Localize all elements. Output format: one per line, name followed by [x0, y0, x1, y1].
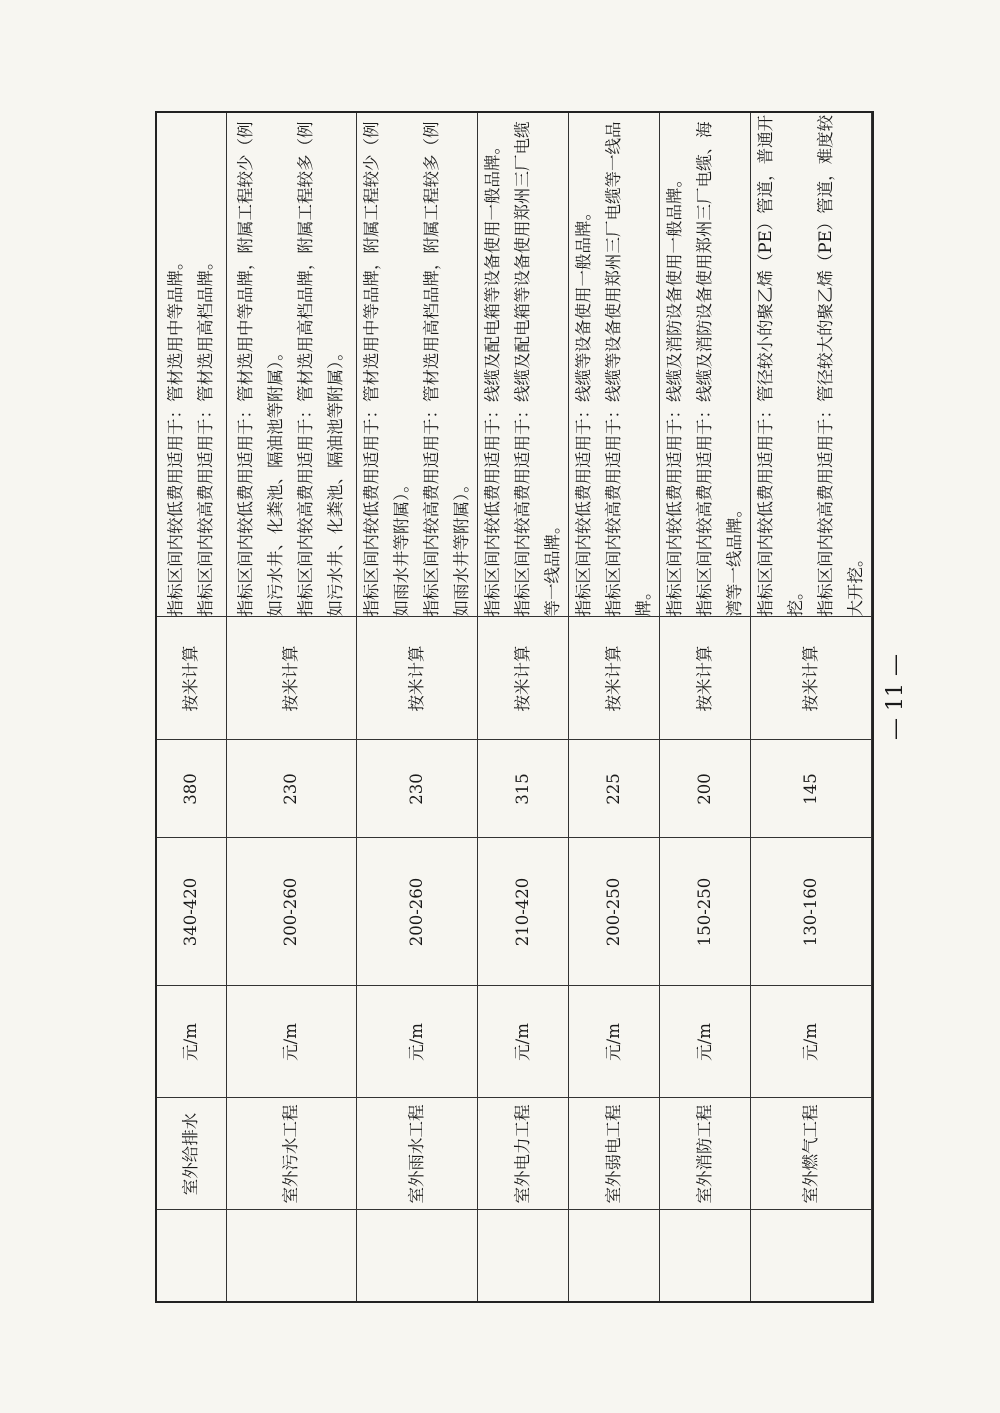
blank-cell — [226, 1210, 356, 1302]
description-cell — [750, 112, 871, 617]
description-line: 指标区间内较高费用适用于：管径较大的聚乙烯（PE）管道，难度较大开挖。 — [815, 114, 865, 617]
value-cell: 200 — [659, 740, 750, 838]
table-body — [156, 112, 873, 1302]
description-cell — [156, 112, 226, 617]
description-line: 指标区间内较高费用适用于：线缆及消防设备使用郑州三厂电缆、海湾等一线品牌。 — [694, 121, 744, 617]
empty-cell — [871, 1098, 873, 1210]
method-cell: 按米计算 — [356, 617, 477, 740]
range-cell: 150-250 — [659, 838, 750, 986]
item-name-cell: 室外燃气工程 — [750, 1098, 871, 1210]
table-row — [356, 112, 477, 1302]
description-cell — [659, 112, 750, 617]
empty-cell — [871, 838, 873, 986]
value-cell: 380 — [156, 740, 226, 838]
value-cell: 145 — [750, 740, 871, 838]
unit-cell: 元/m — [156, 986, 226, 1098]
item-name-cell: 室外污水工程 — [226, 1098, 356, 1210]
value-cell: 225 — [568, 740, 659, 838]
range-cell: 200-260 — [226, 838, 356, 986]
method-cell: 按米计算 — [477, 617, 568, 740]
table-row — [477, 112, 568, 1302]
description-cell — [477, 112, 568, 617]
description-line: 指标区间内较低费用适用于：线缆及消防设备使用一般品牌。 — [664, 171, 684, 617]
value-cell: 230 — [356, 740, 477, 838]
method-cell: 按米计算 — [750, 617, 871, 740]
description-line: 指标区间内较低费用适用于：管径较小的聚乙烯（PE）管道，普通开挖。 — [755, 114, 805, 617]
description-line: 指标区间内较高费用适用于：管材选用高档品牌。 — [196, 253, 216, 617]
value-cell: 315 — [477, 740, 568, 838]
description-cell — [226, 112, 356, 617]
empty-cell — [871, 740, 873, 838]
description-cell — [568, 112, 659, 617]
range-cell: 130-160 — [750, 838, 871, 986]
blank-cell — [568, 1210, 659, 1302]
blank-cell — [750, 1210, 871, 1302]
empty-cell — [871, 986, 873, 1098]
method-cell: 按米计算 — [226, 617, 356, 740]
description-cell — [356, 112, 477, 617]
empty-cell — [871, 1210, 873, 1302]
value-cell: 230 — [226, 740, 356, 838]
description-line: 指标区间内较低费用适用于：管材选用中等品牌。 — [166, 253, 186, 617]
unit-cell: 元/m — [750, 986, 871, 1098]
unit-cell: 元/m — [356, 986, 477, 1098]
empty-cell — [871, 112, 873, 617]
cost-index-table — [155, 111, 874, 1303]
unit-cell: 元/m — [659, 986, 750, 1098]
description-line: 指标区间内较低费用适用于：线缆等设备使用一般品牌。 — [573, 204, 593, 617]
description-line: 指标区间内较低费用适用于：管材选用中等品牌，附属工程较少（例如污水井、化粪池、隔油池等附属）。 — [236, 121, 285, 617]
description-line: 指标区间内较低费用适用于：管材选用中等品牌，附属工程较少（例如雨水井等附属）。 — [361, 121, 411, 617]
item-name-cell: 室外消防工程 — [659, 1098, 750, 1210]
range-cell: 210-420 — [477, 838, 568, 986]
table-row — [156, 112, 226, 1302]
blank-cell — [477, 1210, 568, 1302]
table-row — [226, 112, 356, 1302]
range-cell: 200-250 — [568, 838, 659, 986]
description-line: 指标区间内较高费用适用于：管材选用高档品牌，附属工程较多（例如污水井、化粪池、隔油池等附属）。 — [296, 121, 345, 617]
unit-cell: 元/m — [226, 986, 356, 1098]
method-cell: 按米计算 — [659, 617, 750, 740]
table-row — [568, 112, 659, 1302]
rotated-table-wrapper — [155, 113, 865, 1303]
blank-cell — [156, 1210, 226, 1302]
item-name-cell: 室外电力工程 — [477, 1098, 568, 1210]
blank-cell — [659, 1210, 750, 1302]
range-cell: 340-420 — [156, 838, 226, 986]
description-line: 指标区间内较高费用适用于：线缆等设备使用郑州三厂电缆等一线品牌。 — [603, 121, 653, 617]
method-cell: 按米计算 — [568, 617, 659, 740]
description-line: 指标区间内较高费用适用于：管材选用高档品牌，附属工程较多（例如雨水井等附属）。 — [421, 121, 471, 617]
item-name-cell: 室外给排水 — [156, 1098, 226, 1210]
range-cell: 200-260 — [356, 838, 477, 986]
unit-cell: 元/m — [477, 986, 568, 1098]
item-name-cell: 室外弱电工程 — [568, 1098, 659, 1210]
description-line: 指标区间内较低费用适用于：线缆及配电箱等设备使用一般品牌。 — [482, 138, 502, 617]
table-row — [750, 112, 871, 1302]
description-line: 指标区间内较高费用适用于：线缆及配电箱等设备使用郑州三厂电缆等一线品牌。 — [512, 121, 562, 617]
method-cell: 按米计算 — [156, 617, 226, 740]
blank-cell — [356, 1210, 477, 1302]
item-name-cell: 室外雨水工程 — [356, 1098, 477, 1210]
page-number: — 11 — — [883, 654, 908, 740]
unit-cell: 元/m — [568, 986, 659, 1098]
table-row — [659, 112, 750, 1302]
